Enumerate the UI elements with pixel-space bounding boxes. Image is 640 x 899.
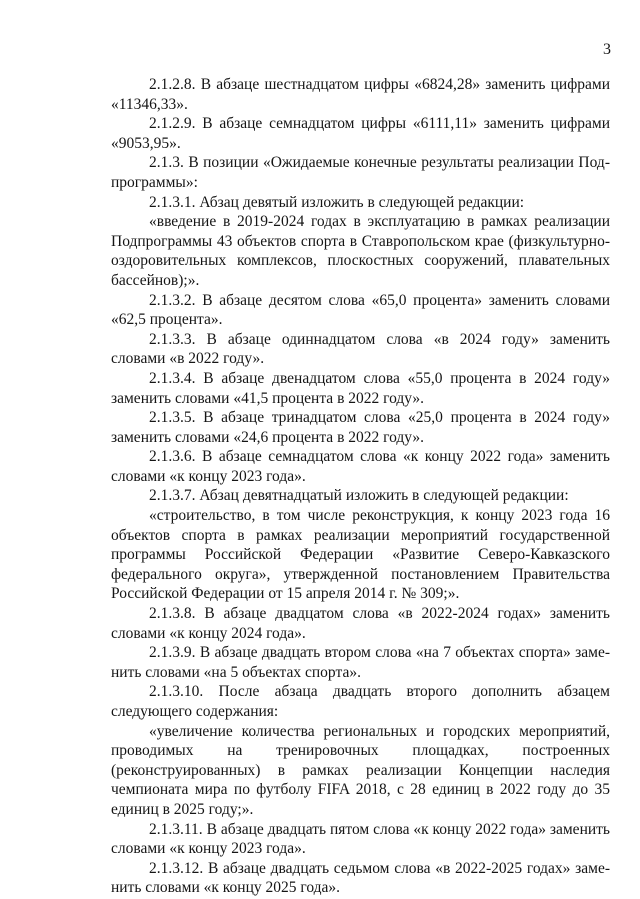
paragraph-2-1-3-7: 2.1.3.7. Абзац девятнадцатый изложить в следующей редакции:	[149, 487, 569, 505]
paragraph-quote-events: «увеличение количества региональных и городских мероприятий, проводимых на тренировочных площадках, построенных (реконструированных) в рамках реализации Концепции наследия чемпионата мира по футболу FIFA 2018, с 28 единиц в 2022 году до 35 единиц в 2025 году;».	[111, 722, 610, 818]
paragraph-2-1-3-11: 2.1.3.11. В абзаце двадцать пятом слова «к концу 2022 года» заменить словами «к концу 2023 года».	[111, 820, 610, 858]
paragraph-2-1-3-1: 2.1.3.1. Абзац девятый изложить в следующей редакции:	[149, 193, 525, 211]
paragraph-quote-construction: «строительство, в том числе реконструкция, к концу 2023 года 16 объектов спорта в рамках реализации мероприятий государственной программы Российской Федерации «Развитие Северо-Кавказского федерального округа», утвержденной постановлением Правительства Российской Федерации от 15 апреля 2014 г. № 309;».	[111, 507, 610, 603]
document-body	[111, 75, 610, 898]
page-number: 3	[603, 41, 611, 58]
paragraph-2-1-3-2: 2.1.3.2. В абзаце десятом слова «65,0 процента» заменить словами «62,5 процента».	[111, 291, 610, 329]
paragraph-2-1-3-12: 2.1.3.12. В абзаце двадцать седьмом слова «в 2022-2025 годах» заменить словами «к концу 2025 года».	[111, 859, 610, 897]
paragraph-2-1-3-10: 2.1.3.10. После абзаца двадцать второго дополнить абзацем следующего содержания:	[111, 683, 610, 720]
paragraph-2-1-3-8: 2.1.3.8. В абзаце двадцатом слова «в 2022-2024 годах» заменить словами «к концу 2024 года».	[111, 605, 610, 642]
paragraph-2-1-3-9: 2.1.3.9. В абзаце двадцать втором слова «на 7 объектах спорта» заменить словами «на 5 объектах спорта».	[111, 644, 610, 681]
paragraph-2-1-3: 2.1.3. В позиции «Ожидаемые конечные результаты реализации Подпрограммы»:	[111, 154, 610, 191]
paragraph-2-1-2-9: 2.1.2.9. В абзаце семнадцатом цифры «6111,11» заменить цифрами «9053,95».	[111, 115, 610, 152]
paragraph-quote-intro-objects: «введение в 2019-2024 годах в эксплуатацию в рамках реализации Подпрограммы 43 объектов спорта в Ставропольском крае (физкультурно-оздоровительных комплексов, плоскостных сооружений, плавательных бассейнов);».	[111, 213, 610, 289]
paragraph-2-1-3-3: 2.1.3.3. В абзаце одиннадцатом слова «в 2024 году» заменить словами «в 2022 году».	[111, 330, 610, 368]
paragraph-2-1-3-4: 2.1.3.4. В абзаце двенадцатом слова «55,0 процента в 2024 году» заменить словами «41,5 процента в 2022 году».	[111, 369, 610, 407]
paragraph-2-1-3-6: 2.1.3.6. В абзаце семнадцатом слова «к концу 2022 года» заменить словами «к концу 2023 года».	[111, 448, 610, 485]
paragraph-2-1-3-5: 2.1.3.5. В абзаце тринадцатом слова «25,0 процента в 2024 году» заменить словами «24,6 процента в 2022 году».	[111, 409, 610, 446]
paragraph-2-1-2-8: 2.1.2.8. В абзаце шестнадцатом цифры «6824,28» заменить цифрами «11346,33».	[111, 76, 610, 113]
